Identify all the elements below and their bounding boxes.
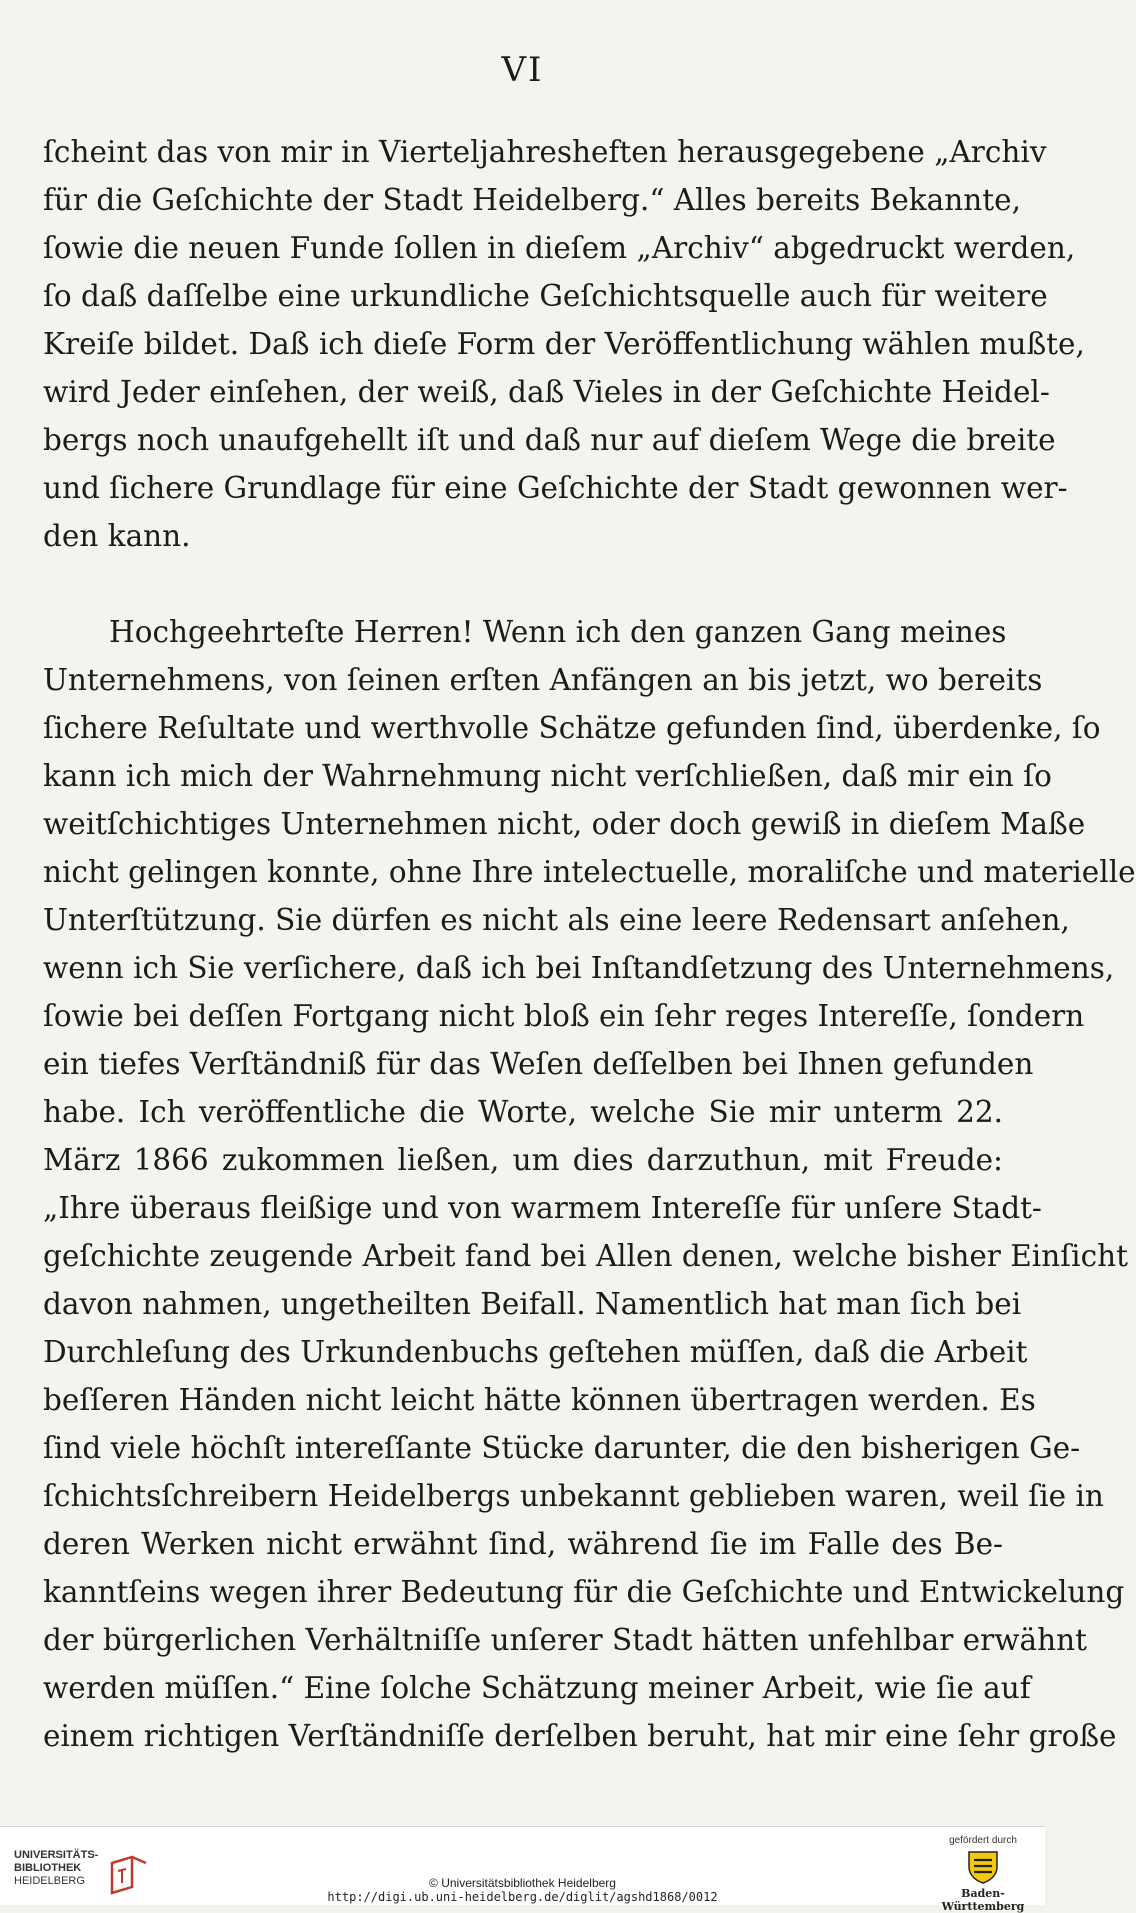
text-line: ſind viele höchſt intereſſante Stücke darunter, die den bisherigen Ge- (43, 1431, 1081, 1465)
text-line: Kreiſe bildet. Daß ich dieſe Form der Veröffentlichung wählen mußte, (43, 327, 1085, 361)
text-line: nicht gelingen konnte, ohne Ihre intelectuelle, moraliſche und materielle (43, 855, 1136, 889)
text-line: den kann. (43, 519, 191, 553)
text-line: ſichere Reſultate und werthvolle Schätze gefunden ſind, überdenke, ſo (43, 711, 1101, 745)
text-line: wenn ich Sie verſichere, daß ich bei Inſtandſetzung des Unternehmens, (43, 951, 1115, 985)
text-line: kann ich mich der Wahrnehmung nicht verſchließen, daß mir ein ſo (43, 759, 1052, 793)
text-line: beſſeren Händen nicht leicht hätte können übertragen werden. Es (43, 1383, 1036, 1417)
text-line: werden müſſen.“ Eine ſolche Schätzung meiner Arbeit, wie ſie auf (43, 1671, 1031, 1705)
text-line: der bürgerlichen Verhältniſſe unſerer Stadt hätten unfehlbar erwähnt (43, 1623, 1087, 1657)
text-line: davon nahmen, ungetheilten Beifall. Namentlich hat man ſich bei (43, 1287, 1022, 1321)
text-line: einem richtigen Verſtändniſſe derſelben beruht, hat mir eine ſehr große (43, 1719, 1117, 1753)
library-logo-line: UNIVERSITÄTS- (14, 1849, 99, 1861)
library-logo-line: HEIDELBERG (14, 1875, 85, 1887)
text-line: ſchichtsſchreibern Heidelbergs unbekannt geblieben waren, weil ſie in (43, 1479, 1104, 1513)
text-line: März 1866 zukommen ließen, um dies darzuthun, mit Freude: (43, 1143, 1003, 1177)
text-line: für die Geſchichte der Stadt Heidelberg.“ Alles bereits Bekannte, (43, 183, 1021, 217)
body-text (43, 128, 1136, 1760)
copyright-notice: © Universitätsbibliothek Heidelberg (429, 1876, 616, 1890)
text-line: Unternehmens, von ſeinen erſten Anfängen an bis jetzt, wo bereits (43, 663, 1043, 697)
footer-bar (0, 1826, 1045, 1913)
text-line: weitſchichtiges Unternehmen nicht, oder doch gewiß in dieſem Maße (43, 807, 1086, 841)
baden-wuerttemberg-crest-icon (966, 1849, 1000, 1885)
sponsor-block[interactable] (933, 1835, 1033, 1913)
text-line: ſowie die neuen Funde ſollen in dieſem „Archiv“ abgedruckt werden, (43, 231, 1076, 265)
funded-by-label: gefördert durch (949, 1835, 1017, 1846)
text-line: und ſichere Grundlage für eine Geſchichte der Stadt gewonnen wer- (43, 471, 1068, 505)
text-line: ſowie bei deſſen Fortgang nicht bloß ein ſehr reges Intereſſe, ſondern (43, 999, 1085, 1033)
sponsor-name: Baden-Württemberg (941, 1887, 1025, 1913)
text-line: kanntſeins wegen ihrer Bedeutung für die Geſchichte und Entwickelung (43, 1575, 1125, 1609)
text-line: deren Werken nicht erwähnt ſind, während ſie im Falle des Be- (43, 1527, 1003, 1561)
text-line: ſcheint das von mir in Vierteljahresheften herausgegebene „Archiv (43, 135, 1047, 169)
text-line: Hochgeehrteſte Herren! Wenn ich den ganzen Gang meines (109, 615, 1007, 649)
text-line: ſo daß daſſelbe eine urkundliche Geſchichtsquelle auch für weitere (43, 279, 1048, 313)
text-line: Unterſtützung. Sie dürfen es nicht als eine leere Redensart anſehen, (43, 903, 1070, 937)
text-line: geſchichte zeugende Arbeit fand bei Allen denen, welche bisher Einſicht (43, 1239, 1128, 1273)
text-line: habe. Ich veröffentliche die Worte, welche Sie mir unterm 22. (43, 1095, 1003, 1129)
paragraph-gap (43, 560, 1003, 608)
text-line: ein tiefes Verſtändniß für das Weſen deſſelben bei Ihnen gefunden (43, 1047, 1034, 1081)
text-line: Durchleſung des Urkundenbuchs geſtehen müſſen, daß die Arbeit (43, 1335, 1028, 1369)
permalink-url[interactable]: http://digi.ub.uni-heidelberg.de/diglit/agshd1868/0012 (327, 1890, 718, 1904)
text-line: wird Jeder einſehen, der weiß, daß Vieles in der Geſchichte Heidel- (43, 375, 1050, 409)
library-logo-line: BIBLIOTHEK (14, 1862, 82, 1874)
text-line: „Ihre überaus fleißige und von warmem Intereſſe für unſere Stadt- (43, 1191, 1042, 1225)
text-line: bergs noch unaufgehellt iſt und daß nur auf dieſem Wege die breite (43, 423, 1056, 457)
page-number: VI (501, 50, 544, 90)
